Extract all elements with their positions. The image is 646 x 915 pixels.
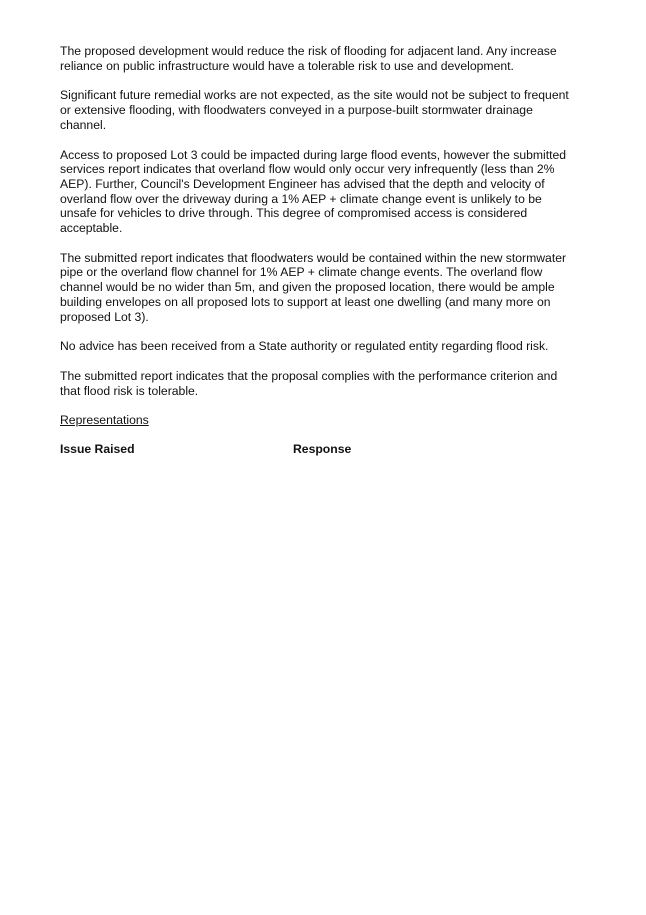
- column-header-response: Response: [293, 442, 352, 457]
- document-page: [60, 44, 596, 457]
- paragraph-compliance-summary: The submitted report indicates that the proposal complies with the performance criterion and that flood risk is tolerable.: [60, 368, 558, 398]
- paragraph-state-authority-advice: No advice has been received from a State authority or regulated entity regarding flood risk.: [60, 339, 549, 354]
- paragraph-floodwater-containment: The submitted report indicates that floodwaters would be contained within the new stormwater pipe or the overland flow channel for 1% AEP + climate change events. The overland flow channel would be no wider than 5m, and given the proposed location, there would be ample building envelopes on all proposed lots to support at least one dwelling (and many more on proposed Lot 3).: [60, 250, 567, 324]
- representations-table-header: [60, 442, 596, 457]
- paragraph-flood-risk-adjacent-land: The proposed development would reduce the risk of flooding for adjacent land. Any increase reliance on public infrastructure would have a tolerable risk to use and development.: [60, 44, 557, 73]
- paragraph-remedial-works: Significant future remedial works are not expected, as the site would not be subject to frequent or extensive flooding, with floodwaters conveyed in a purpose-built stormwater drainage channel.: [60, 88, 569, 132]
- representations-heading: Representations: [60, 413, 149, 428]
- column-header-issue-raised: Issue Raised: [60, 442, 135, 457]
- paragraph-lot-3-access: Access to proposed Lot 3 could be impacted during large flood events, however the submitted services report indicates that overland flow would only occur very infrequently (less than 2% AEP). Further, Council's Development Engineer has advised that the depth and velocity of overland flow over the driveway during a 1% AEP + climate change event is unlikely to be unsafe for vehicles to drive through. This degree of compromised access is considered acceptable.: [60, 147, 567, 236]
